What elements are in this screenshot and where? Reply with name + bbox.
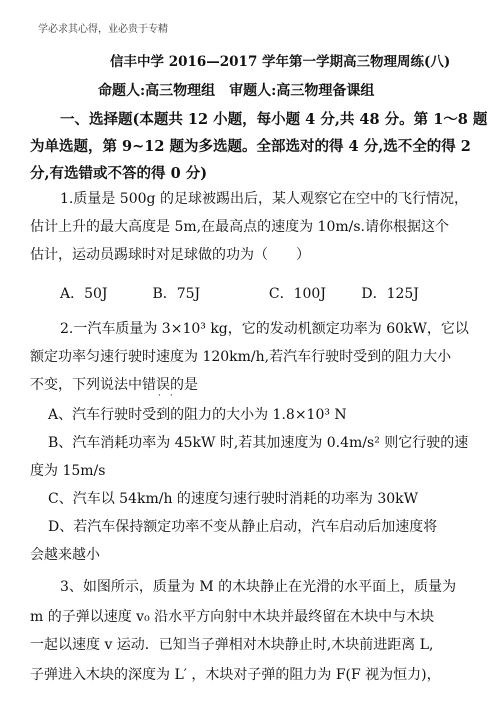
q2-option-b-line2: 度为 15m/s <box>30 463 106 479</box>
q2-line3: 不变，下列说法中错误的是 <box>30 377 198 393</box>
q1-option-a: A．50J <box>60 286 108 302</box>
section-heading-line3: 分,有选错或不答的得 0 分) <box>30 165 208 182</box>
q1-option-c: C．100J <box>268 286 326 302</box>
q2-option-a: A、汽车行驶时受到的阻力的大小为 1.8×10³ N <box>48 407 347 423</box>
q3-line1: 3、如图所示，质量为 M 的木块静止在光滑的水平面上，质量为 <box>60 579 457 595</box>
emphasis-dots: · · <box>158 391 173 401</box>
q2-option-d-line1: D、若汽车保持额定功率不变从静止启动，汽车启动后加速度将 <box>48 519 438 535</box>
q2-option-c: C、汽车以 54km/h 的速度匀速行驶时消耗的功率为 30kW <box>48 491 419 507</box>
q1-options <box>60 283 419 303</box>
q1-line3: 估计，运动员踢球时对足球做的功为（ ） <box>30 247 310 263</box>
q3-line3: 一起以速度 v 运动．已知当子弹相对木块静止时,木块前进距离 L, <box>30 637 434 653</box>
q1-line1: 1.质量是 500g 的足球被踢出后，某人观察它在空中的飞行情况， <box>60 191 468 207</box>
q2-option-d-line2: 会越来越小 <box>30 547 100 563</box>
page-header: 学必求其心得，业必贵于专精 <box>38 24 168 35</box>
q3-line2: m 的子弹以速度 v₀ 沿水平方向射中木块并最终留在木块中与木块 <box>30 609 435 625</box>
q1-option-d: D．125J <box>361 286 419 302</box>
authors-line: 命题人:高三物理组 审题人:高三物理备课组 <box>98 83 375 99</box>
q2-option-b-line1: B、汽车消耗功率为 45kW 时,若其加速度为 0.4m/s² 则它行驶的速 <box>48 435 469 451</box>
q2-line1: 2.一汽车质量为 3×10³ kg，它的发动机额定功率为 60kW，它以 <box>60 321 469 337</box>
q1-option-b: B．75J <box>152 286 201 302</box>
section-heading-line2: 为单选题，第 9~12 题为多选题。全部选对的得 4 分,选不全的得 2 <box>30 138 471 155</box>
page-title: 信丰中学 2016—2017 学年第一学期高三物理周练(八) <box>110 54 451 70</box>
q3-line4: 子弹进入木块的深度为 L′ ，木块对子弹的阻力为 F(F 视为恒力)， <box>30 667 441 683</box>
q2-line2: 额定功率匀速行驶时速度为 120km/h,若汽车行驶时受到的阻力大小 <box>30 349 452 365</box>
q1-line2: 估计上升的最大高度是 5m,在最高点的速度为 10m/s.请你根据这个 <box>30 219 449 235</box>
section-heading-line1: 一、选择题(本题共 12 小题，每小题 4 分,共 48 分。第 1～8 题 <box>60 111 488 128</box>
